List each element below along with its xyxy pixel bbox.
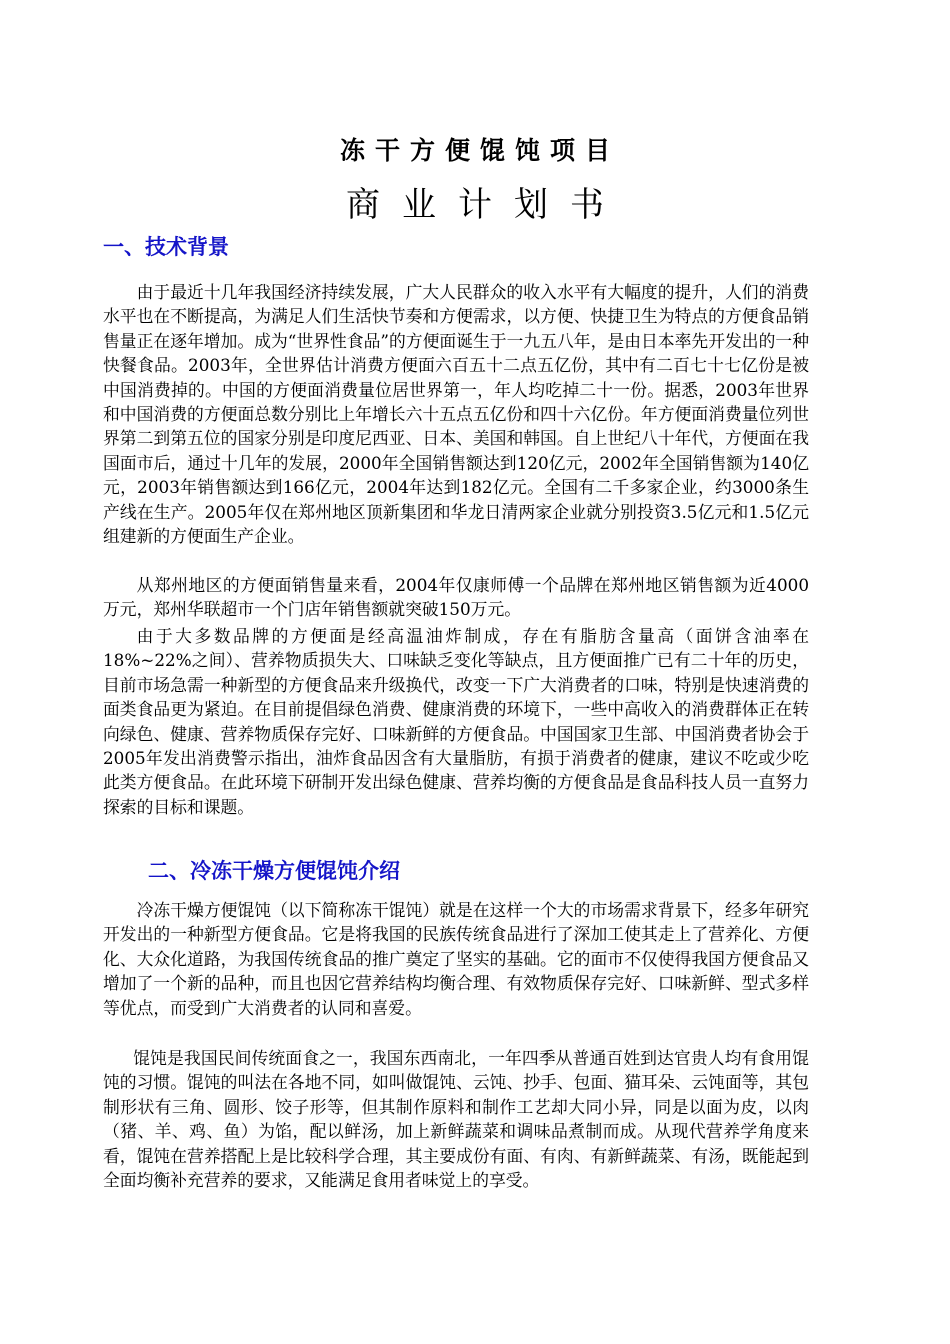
section-heading-product-intro: 二、冷冻干燥方便馄饨介绍 [148, 859, 400, 883]
document-subtitle: 商业计划书 [346, 185, 626, 225]
document-title: 冻干方便馄饨项目 [339, 136, 620, 165]
section-heading-tech-background: 一、技术背景 [103, 235, 229, 259]
paragraph: 由于最近十几年我国经济持续发展，广大人民群众的收入水平有大幅度的提升，人们的消费水平也在不断提高，为满足人们生活快节奏和方便需求，以方便、快捷卫生为特点的方便食品销售量正在逐年增加。成为“世界性食品”的方便面诞生于一九五八年，是由日本率先开发出的一种快餐食品。2003年，全世界估计消费方便面六百五十二点五亿份，其中有二百七十七亿份是被中国消费掉的。中国的方便面消费量位居世界第一，年人均吃掉二十一份。据悉，2003年世界和中国消费的方便面总数分别比上年增长六十五点五亿份和四十六亿份。年方便面消费量位列世界第二到第五位的国家分别是印度尼西亚、日本、美国和韩国。自上世纪八十年代，方便面在我国面市后，通过十几年的发展，2000年全国销售额达到120亿元，2002年全国销售额为140亿元，2003年销售额达到166亿元，2004年达到182亿元。全国有二千多家企业，约3000条生产线在生产。2005年仅在郑州地区顶新集团和华龙日清两家企业就分别投资3.5亿元和1.5亿元组建新的方便面生产企业。 [103, 282, 809, 547]
paragraph: 馄饨是我国民间传统面食之一，我国东西南北，一年四季从普通百姓到达官贵人均有食用馄饨的习惯。馄饨的叫法在各地不同，如叫做馄饨、云饨、抄手、包面、猫耳朵、云饨面等，其包制形状有三角、圆形、饺子形等，但其制作原料和制作工艺却大同小异，同是以面为皮，以肉（猪、羊、鸡、鱼）为馅，配以鲜汤，加上新鲜蔬菜和调味品煮制而成。从现代营养学角度来看，馄饨在营养搭配上是比较科学合理，其主要成份有面、有肉、有新鲜蔬菜、有汤，既能起到全面均衡补充营养的要求，又能满足食用者味觉上的享受。 [103, 1048, 809, 1191]
paragraph: 从郑州地区的方便面销售量来看，2004年仅康师傅一个品牌在郑州地区销售额为近4000万元，郑州华联超市一个门店年销售额就突破150万元。 [103, 575, 809, 620]
paragraph: 冷冻干燥方便馄饨（以下简称冻干馄饨）就是在这样一个大的市场需求背景下，经多年研究开发出的一种新型方便食品。它是将我国的民族传统食品进行了深加工使其走上了营养化、方便化、大众化道路，为我国传统食品的推广奠定了坚实的基础。它的面市不仅使得我国方便食品又增加了一个新的品种，而且也因它营养结构均衡合理、有效物质保存完好、口味新鲜、型式多样等优点，而受到广大消费者的认同和喜爱。 [103, 900, 809, 1018]
paragraph: 由于大多数品牌的方便面是经高温油炸制成，存在有脂肪含量高（面饼含油率在18%~22%之间）、营养物质损失大、口味缺乏变化等缺点，且方便面推广已有二十年的历史，目前市场急需一种新型的方便食品来升级换代，改变一下广大消费者的口味，特别是快速消费的面类食品更为紧迫。在目前提倡绿色消费、健康消费的环境下，一些中高收入的消费群体正在转向绿色、健康、营养物质保存完好、口味新鲜的方便食品。中国国家卫生部、中国消费者协会于2005年发出消费警示指出，油炸食品因含有大量脂肪，有损于消费者的健康，建议不吃或少吃此类方便食品。在此环境下研制开发出绿色健康、营养均衡的方便食品是食品科技人员一直努力探索的目标和课题。 [103, 626, 809, 817]
